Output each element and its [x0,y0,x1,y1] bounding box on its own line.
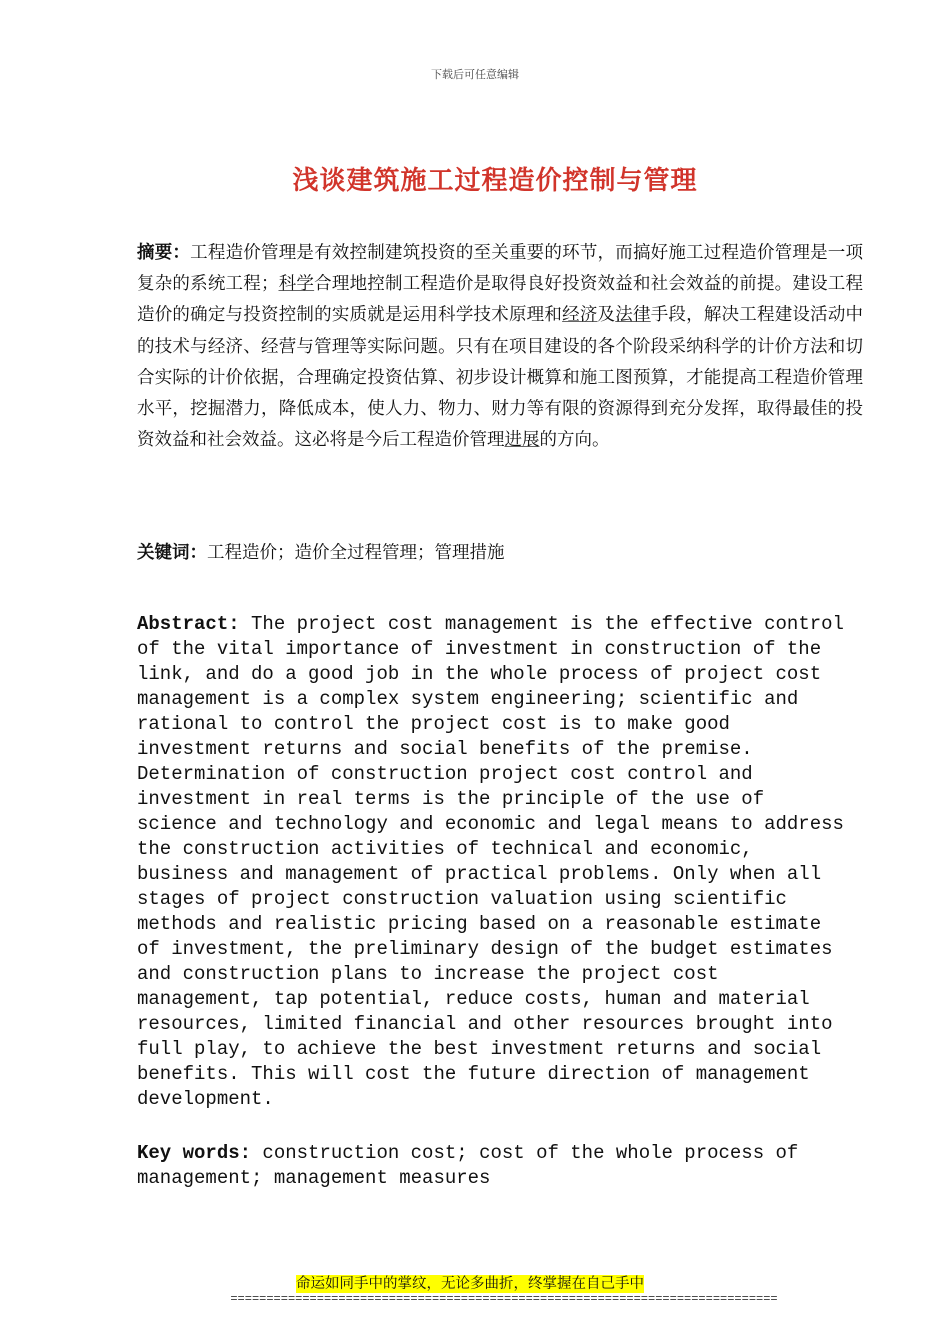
abstract-text: 及 [597,305,616,326]
footer-divider: ============================================================================ [230,1292,778,1306]
english-keywords-text: construction cost; cost of the whole process of management; management measures [137,1142,799,1189]
link-economy[interactable]: 经济 [562,305,598,326]
abstract-text: 工程造价管理是有效控制建筑投资的至关重要的环节，而搞好施工过程造价管理是一项复杂的系统工程； [137,243,864,295]
page-header: 下载后可任意编辑 [431,68,519,81]
chinese-abstract [137,238,863,456]
abstract-text: 手段，解决工程建设活动中的技术与经济、经营与管理等实际问题。只有在项目建设的各个阶段采纳科学的计价方法和切合实际的计价依据，合理确定投资估算、初步设计概算和施工图预算，才能提高工程造价管理水平，挖掘潜力，降低成本，使人力、物力、财力等有限的资源得到充分发挥，取得最佳的投资效益和社会效益。这必将是今后工程造价管理 [137,305,864,451]
link-progress[interactable]: 进展 [504,430,540,451]
link-science[interactable]: 科学 [278,274,315,295]
footer-motto [0,1272,940,1293]
chinese-keywords [137,538,863,568]
chinese-keywords-text: 工程造价；造价全过程管理；管理措施 [207,543,505,563]
chinese-abstract-label: 摘要： [137,243,191,263]
english-keywords [137,1141,863,1191]
chinese-keywords-label: 关键词： [137,543,207,563]
abstract-text: 的方向。 [539,430,610,451]
english-keywords-label: Key words: [137,1142,252,1164]
english-abstract-label: Abstract: [137,613,240,635]
english-abstract [137,612,863,1112]
document-title: 浅谈建筑施工过程造价控制与管理 [292,166,698,196]
english-abstract-text: The project cost management is the effective control of the vital importance of investment in construction of the link, and do a good job in the whole process of project cost management is a complex system engineering; scientific and rational to control the project cost is to make good investment returns and social benefits of the premise. Determination of construction project cost control and investment in real terms is the principle of the use of science and technology and economic and legal means to address the construction activities of technical and economic, business and management of practical problems. Only when all stages of project construction valuation using scientific methods and realistic pricing based on a reasonable estimate of investment, the preliminary design of the budget estimates and construction plans to increase the project cost management, tap potential, reduce costs, human and material resources, limited financial and other resources brought into full play, to achieve the best investment returns and social benefits. This will cost the future direction of management development. [137,613,844,1110]
footer-motto-text: 命运如同手中的掌纹，无论多曲折，终掌握在自己手中 [296,1276,644,1292]
abstract-text: 合理地控制工程造价是取得良好投资效益和社会效益的前提。建设工程造价的确定与投资控制的实质就是运用科学技术原理和 [137,274,864,326]
link-law[interactable]: 法律 [615,305,651,326]
